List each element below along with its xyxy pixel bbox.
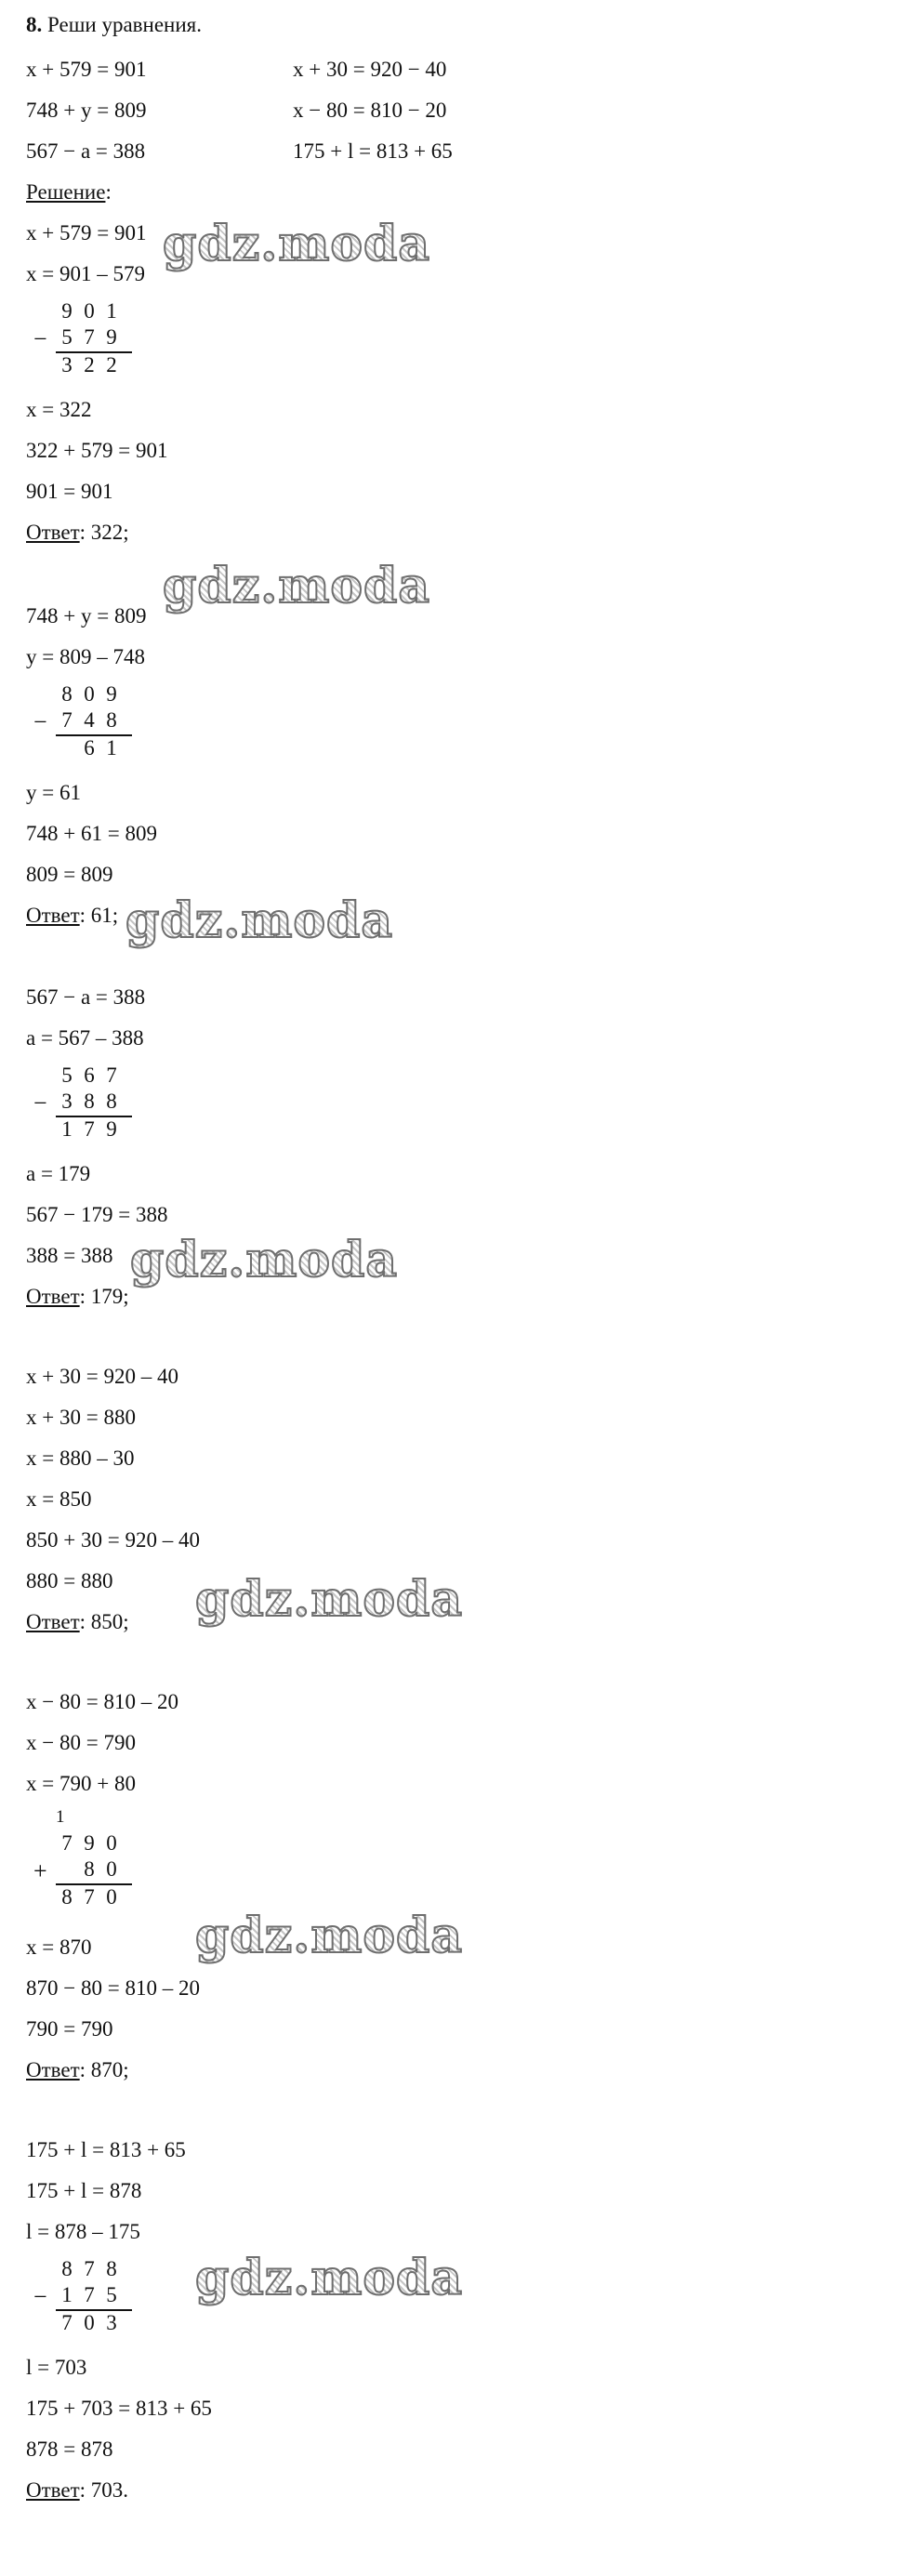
solution-heading: Решение: [26, 180, 112, 204]
watermark: gdz.moda [195, 1908, 464, 1964]
s4-line-4: x = 850 [26, 1487, 92, 1511]
s3-line-4: 567 − 179 = 388 [26, 1203, 168, 1226]
s4-answer: Ответ: 850; [26, 1610, 129, 1633]
s5-line-2: x − 80 = 790 [26, 1731, 136, 1754]
equation-2: 748 + y = 809 [26, 99, 147, 122]
task-number: 8. [26, 13, 43, 36]
s1-column-subtraction: − 9 0 1 5 7 9 3 2 2 [26, 299, 156, 392]
s1-line-1: x + 579 = 901 [26, 221, 147, 244]
s6-line-6: 878 = 878 [26, 2437, 113, 2461]
s6-line-1: 175 + l = 813 + 65 [26, 2138, 186, 2161]
s2-answer: Ответ: 61; [26, 904, 119, 927]
s3-answer: Ответ: 179; [26, 1285, 129, 1308]
equation-4: x + 30 = 920 − 40 [293, 58, 447, 81]
s3-line-1: 567 − a = 388 [26, 985, 146, 1009]
watermark: gdz.moda [163, 216, 431, 272]
s2-line-1: 748 + y = 809 [26, 604, 147, 627]
watermark: gdz.moda [130, 1232, 399, 1288]
s2-line-2: y = 809 – 748 [26, 645, 145, 668]
s2-line-3: y = 61 [26, 781, 81, 804]
s6-line-2: 175 + l = 878 [26, 2179, 142, 2202]
s4-line-3: x = 880 – 30 [26, 1447, 135, 1470]
s1-line-3: x = 322 [26, 398, 92, 421]
s2-line-4: 748 + 61 = 809 [26, 822, 157, 845]
s3-line-2: a = 567 – 388 [26, 1026, 144, 1050]
s6-column-subtraction: − 8 7 8 1 7 5 7 0 3 [26, 2257, 156, 2350]
s4-line-2: x + 30 = 880 [26, 1406, 136, 1429]
s1-line-2: x = 901 – 579 [26, 262, 145, 285]
watermark: gdz.moda [195, 2250, 464, 2306]
s5-line-1: x − 80 = 810 – 20 [26, 1690, 178, 1713]
s5-line-4: x = 870 [26, 1935, 92, 1959]
s3-line-5: 388 = 388 [26, 1244, 113, 1267]
equation-5: x − 80 = 810 − 20 [293, 99, 447, 122]
s3-column-subtraction: − 5 6 7 3 8 8 1 7 9 [26, 1063, 156, 1156]
s1-answer: Ответ: 322; [26, 521, 129, 544]
equation-3: 567 − a = 388 [26, 139, 146, 163]
s5-line-5: 870 − 80 = 810 – 20 [26, 1976, 200, 2000]
watermark: gdz.moda [125, 892, 394, 949]
s1-line-5: 901 = 901 [26, 480, 113, 503]
s4-line-5: 850 + 30 = 920 – 40 [26, 1528, 200, 1552]
watermark: gdz.moda [195, 1571, 464, 1628]
s5-answer: Ответ: 870; [26, 2058, 129, 2081]
s4-line-6: 880 = 880 [26, 1569, 113, 1592]
equation-1: x + 579 = 901 [26, 58, 147, 81]
s3-line-3: a = 179 [26, 1162, 91, 1185]
s5-column-addition: 1 + 7 9 0 8 0 8 7 0 [26, 1807, 156, 1917]
task-header [26, 13, 202, 37]
s6-line-4: l = 703 [26, 2356, 87, 2379]
equation-6: 175 + l = 813 + 65 [293, 139, 453, 163]
s6-line-3: l = 878 – 175 [26, 2220, 140, 2243]
task-title: Реши уравнения. [47, 13, 202, 36]
s4-line-1: x + 30 = 920 – 40 [26, 1365, 178, 1388]
s2-line-5: 809 = 809 [26, 863, 113, 886]
s6-answer: Ответ: 703. [26, 2478, 129, 2502]
s5-line-6: 790 = 790 [26, 2017, 113, 2041]
s1-line-4: 322 + 579 = 901 [26, 439, 168, 462]
s2-column-subtraction: − 8 0 9 7 4 8 6 1 [26, 682, 156, 775]
s5-line-3: x = 790 + 80 [26, 1772, 136, 1795]
s6-line-5: 175 + 703 = 813 + 65 [26, 2397, 212, 2420]
watermark: gdz.moda [163, 558, 431, 614]
